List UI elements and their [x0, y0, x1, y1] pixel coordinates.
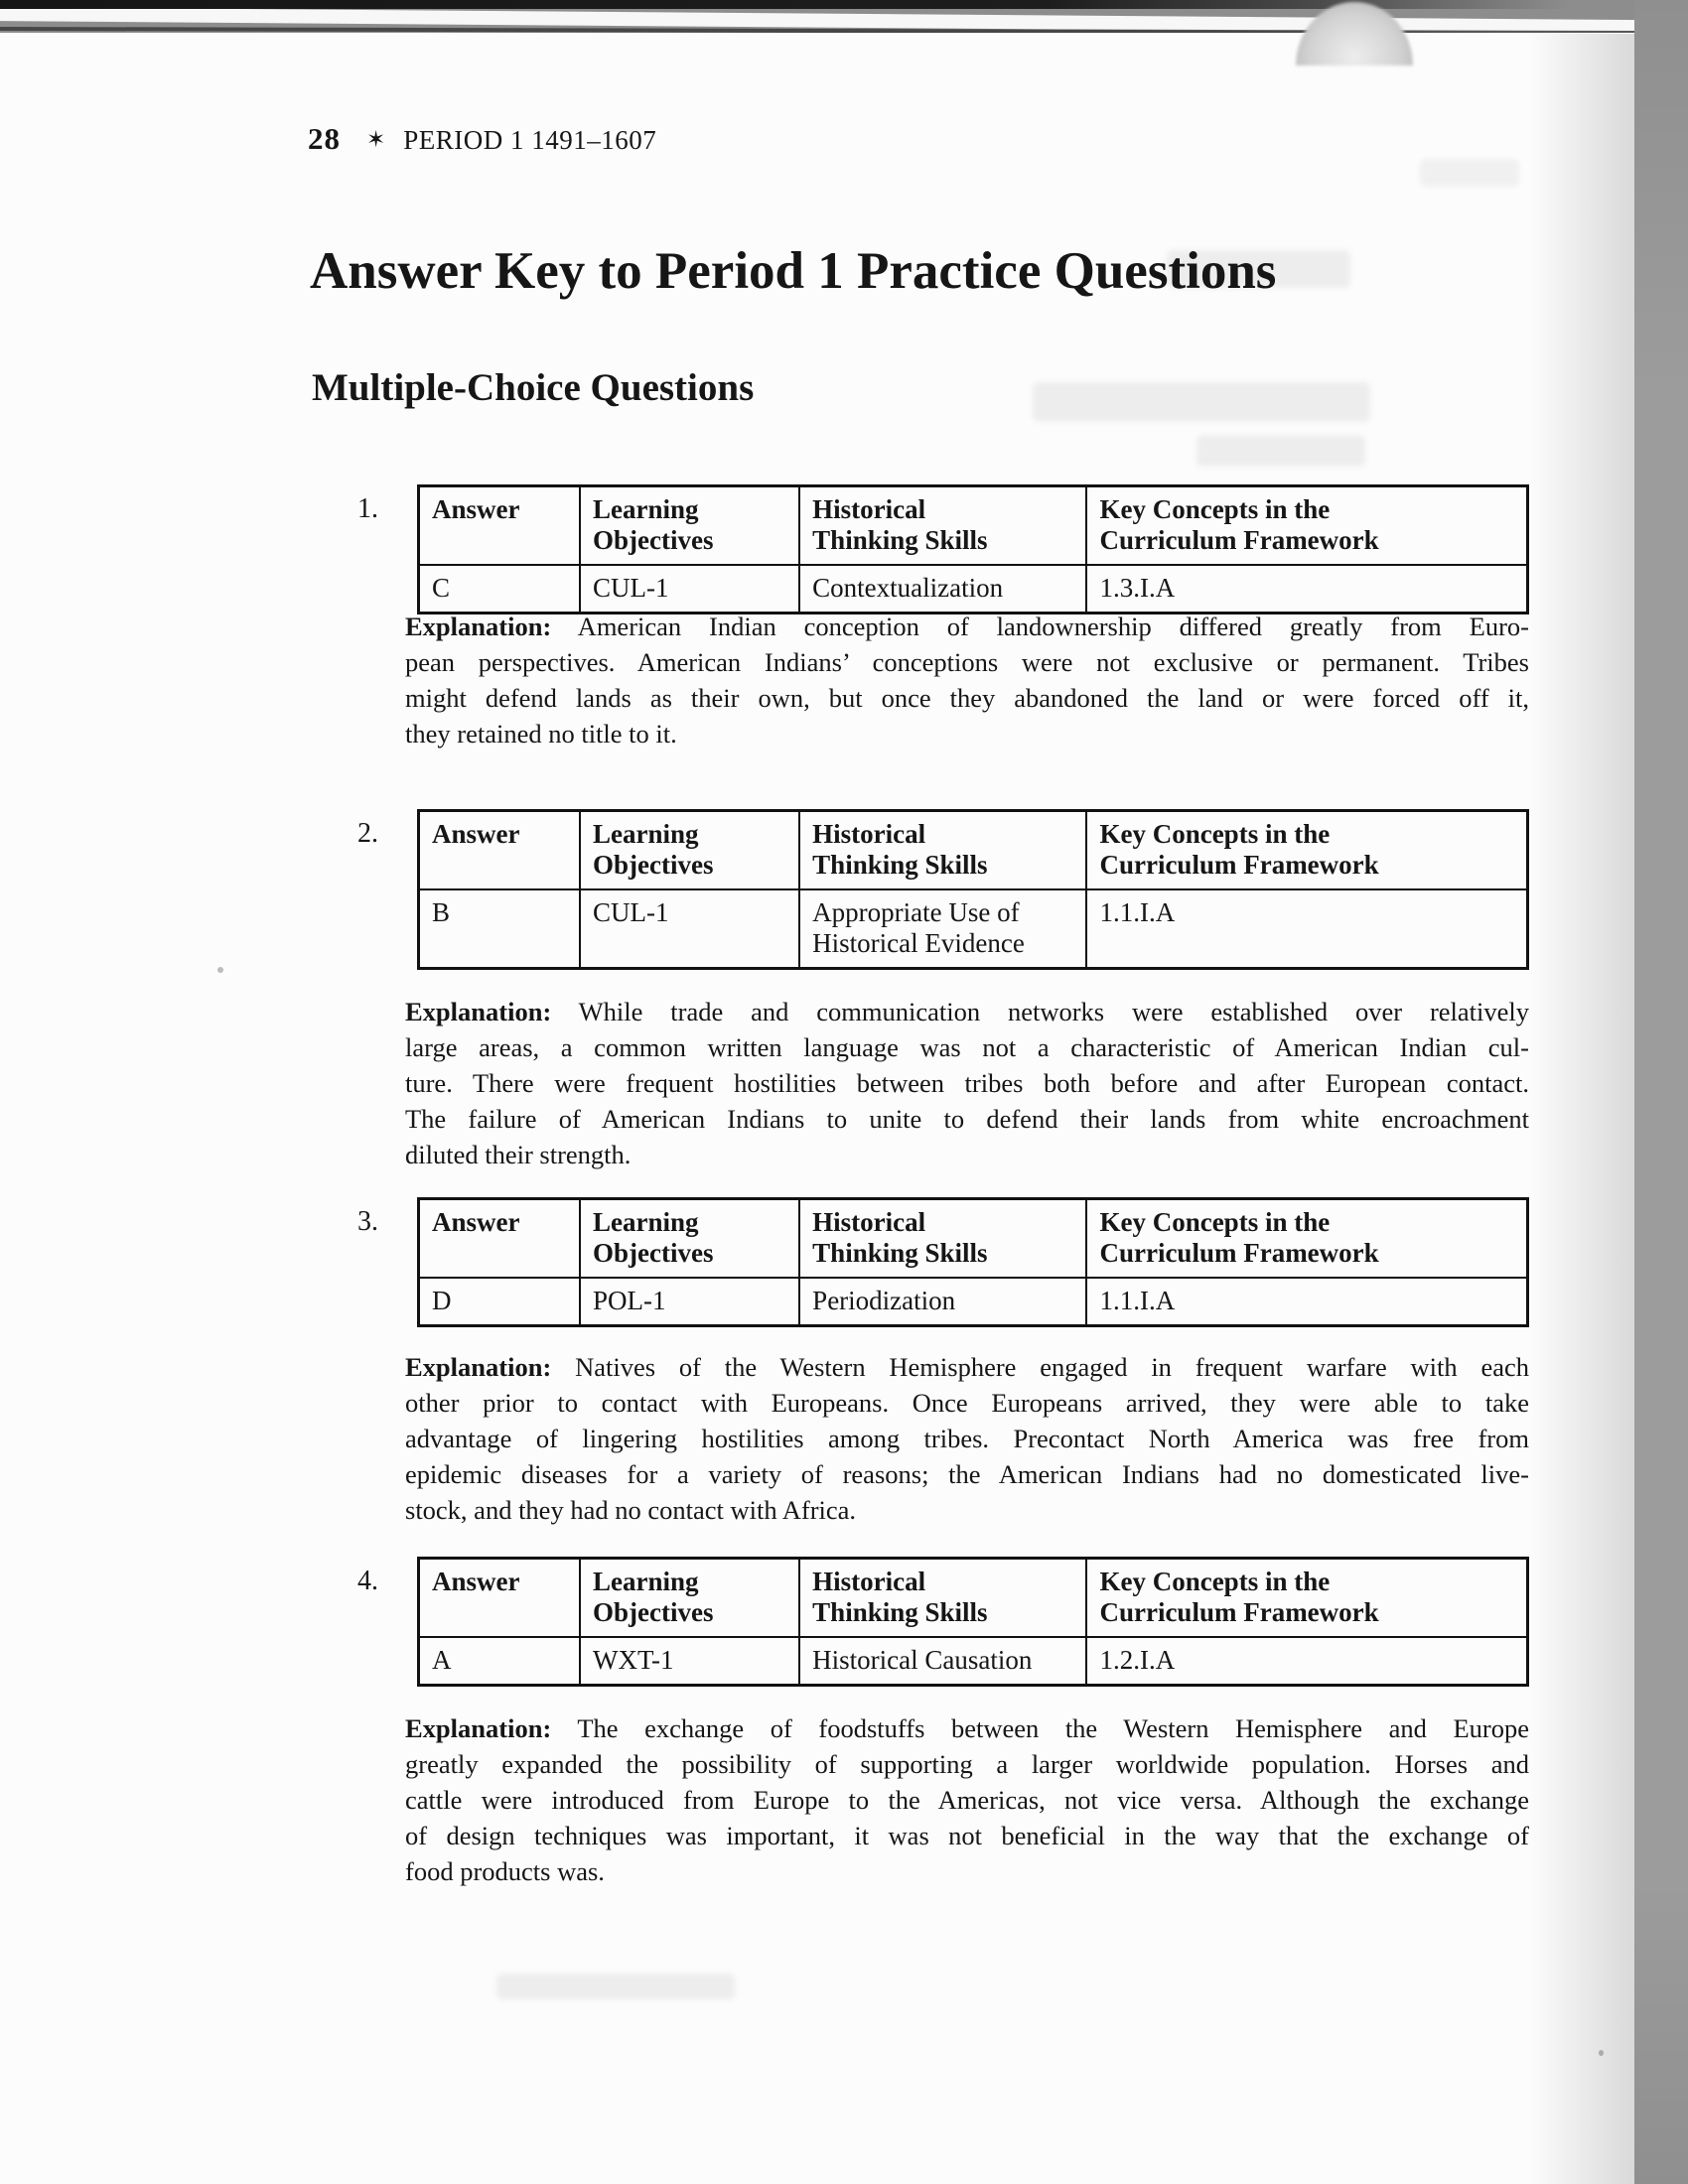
- explanation-line: Explanation: The exchange of foodstuffs between the Western Hemisphere and Europe: [405, 1713, 1529, 1743]
- page-number: 28: [308, 121, 341, 156]
- answer-cell: B: [419, 889, 581, 969]
- section-heading: Multiple-Choice Questions: [312, 366, 755, 409]
- page-right-shadow: [1529, 34, 1636, 2184]
- col-header-answer: Answer: [419, 1199, 581, 1279]
- explanation-line: advantage of lingering hostilities among tribes. Precontact North America was free from: [405, 1424, 1529, 1453]
- col-header-key-concepts: Key Concepts in the Curriculum Framework: [1086, 486, 1527, 566]
- bleed-through-mark: [1196, 435, 1365, 467]
- explanation-line: diluted their strength.: [405, 1140, 632, 1169]
- running-header: [308, 121, 656, 157]
- explanation-paragraph: [405, 1710, 1529, 1889]
- page-edge-shadow-bar: [0, 0, 1688, 9]
- col-header-historical-thinking-skills: Historical Thinking Skills: [799, 1199, 1086, 1279]
- explanation-line: large areas, a common written language was not a characteristic of American Indian cul-: [405, 1032, 1529, 1062]
- thinking-skills-cell: Historical Causation: [799, 1637, 1086, 1686]
- scan-speck: [1599, 2050, 1604, 2056]
- col-header-answer: Answer: [419, 486, 581, 566]
- col-header-historical-thinking-skills: Historical Thinking Skills: [799, 1559, 1086, 1638]
- learning-objectives-cell: POL-1: [580, 1278, 799, 1326]
- bleed-through-mark: [1420, 159, 1519, 187]
- col-header-answer: Answer: [419, 811, 581, 890]
- key-concepts-cell: 1.3.I.A: [1086, 565, 1527, 614]
- page-surface-top: [0, 33, 1688, 47]
- key-concepts-cell: 1.1.I.A: [1086, 1278, 1527, 1326]
- col-header-key-concepts: Key Concepts in the Curriculum Framework: [1086, 811, 1527, 890]
- explanation-paragraph: [405, 609, 1529, 751]
- explanation-line: greatly expanded the possibility of supporting a larger worldwide population. Horses and: [405, 1749, 1529, 1779]
- learning-objectives-cell: CUL-1: [580, 889, 799, 969]
- explanation-label: Explanation:: [405, 1713, 552, 1743]
- explanation-line: The failure of American Indians to unite to defend their lands from white encroachment: [405, 1104, 1529, 1134]
- question-number: 4.: [357, 1566, 378, 1596]
- explanation-line: Explanation: Natives of the Western Hemisphere engaged in frequent warfare with each: [405, 1352, 1529, 1382]
- scanner-background-right: [1634, 0, 1688, 2184]
- explanation-label: Explanation:: [405, 612, 552, 641]
- answer-cell: C: [419, 565, 581, 614]
- explanation-line: Explanation: While trade and communication networks were established over relatively: [405, 997, 1529, 1026]
- col-header-learning-objectives: Learning Objectives: [580, 486, 799, 566]
- explanation-line: they retained no title to it.: [405, 719, 677, 749]
- answer-key-table: [417, 809, 1529, 970]
- col-header-learning-objectives: Learning Objectives: [580, 1199, 799, 1279]
- answer-key-table: [417, 1197, 1529, 1327]
- explanation-line: stock, and they had no contact with Africa.: [405, 1495, 857, 1525]
- scan-speck: [217, 967, 223, 973]
- key-concepts-cell: 1.2.I.A: [1086, 1637, 1527, 1686]
- running-header-title: PERIOD 1 1491–1607: [403, 125, 657, 155]
- col-header-key-concepts: Key Concepts in the Curriculum Framework: [1086, 1559, 1527, 1638]
- diamond-separator-icon: ✶: [366, 127, 386, 152]
- thinking-skills-cell: Appropriate Use of Historical Evidence: [799, 889, 1086, 969]
- question-number: 2.: [357, 818, 378, 849]
- explanation-line: pean perspectives. American Indians’ conceptions were not exclusive or permanent. Tribes: [405, 647, 1529, 677]
- explanation-line: ture. There were frequent hostilities between tribes both before and after European contact.: [405, 1068, 1529, 1098]
- answer-cell: A: [419, 1637, 581, 1686]
- col-header-historical-thinking-skills: Historical Thinking Skills: [799, 811, 1086, 890]
- answer-key-table: [417, 484, 1529, 614]
- bleed-through-mark: [1033, 382, 1370, 422]
- key-concepts-cell: 1.1.I.A: [1086, 889, 1527, 969]
- explanation-line: food products was.: [405, 1856, 605, 1886]
- question-number: 3.: [357, 1206, 378, 1237]
- col-header-key-concepts: Key Concepts in the Curriculum Framework: [1086, 1199, 1527, 1279]
- col-header-historical-thinking-skills: Historical Thinking Skills: [799, 486, 1086, 566]
- answer-cell: D: [419, 1278, 581, 1326]
- learning-objectives-cell: CUL-1: [580, 565, 799, 614]
- explanation-line: other prior to contact with Europeans. Once Europeans arrived, they were able to take: [405, 1388, 1529, 1418]
- explanation-label: Explanation:: [405, 1352, 552, 1382]
- page-title: Answer Key to Period 1 Practice Questions: [310, 242, 1277, 300]
- question-number: 1.: [357, 493, 378, 524]
- explanation-line: epidemic diseases for a variety of reasons; the American Indians had no domesticated live-: [405, 1459, 1529, 1489]
- explanation-line: Explanation: American Indian conception of landownership differed greatly from Euro-: [405, 612, 1529, 641]
- explanation-line: of design techniques was important, it was not beneficial in the way that the exchange of: [405, 1821, 1529, 1850]
- learning-objectives-cell: WXT-1: [580, 1637, 799, 1686]
- explanation-line: cattle were introduced from Europe to the Americas, not vice versa. Although the exchange: [405, 1785, 1529, 1815]
- bleed-through-mark: [496, 1974, 735, 1999]
- col-header-answer: Answer: [419, 1559, 581, 1638]
- answer-key-table: [417, 1557, 1529, 1687]
- col-header-learning-objectives: Learning Objectives: [580, 1559, 799, 1638]
- thinking-skills-cell: Periodization: [799, 1278, 1086, 1326]
- explanation-paragraph: [405, 1349, 1529, 1528]
- thinking-skills-cell: Contextualization: [799, 565, 1086, 614]
- col-header-learning-objectives: Learning Objectives: [580, 811, 799, 890]
- explanation-paragraph: [405, 994, 1529, 1172]
- explanation-label: Explanation:: [405, 997, 552, 1026]
- explanation-line: might defend lands as their own, but once they abandoned the land or were forced off it,: [405, 683, 1529, 713]
